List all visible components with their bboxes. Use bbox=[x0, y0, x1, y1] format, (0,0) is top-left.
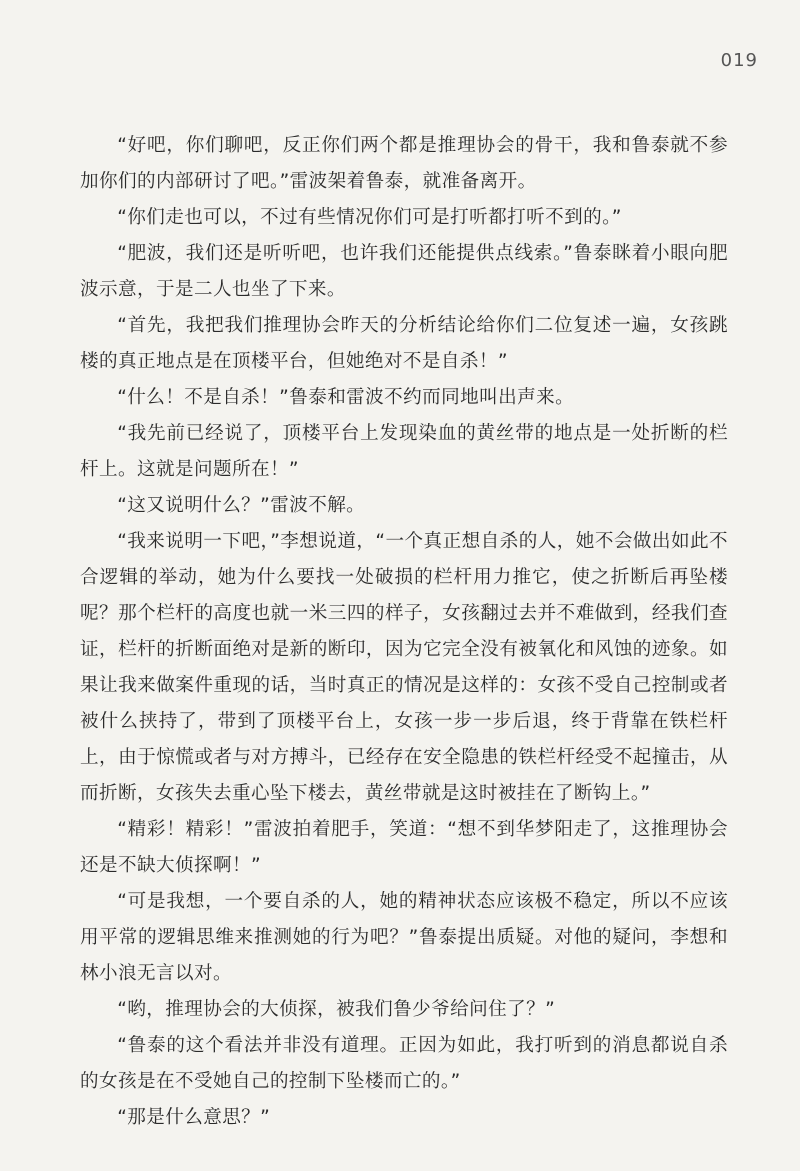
paragraph: “精彩！精彩！”雷波拍着肥手，笑道：“想不到华梦阳走了，这推理协会还是不缺大侦探啊！” bbox=[80, 819, 728, 876]
paragraph: “这又说明什么？”雷波不解。 bbox=[117, 495, 366, 516]
page-number: 019 bbox=[720, 50, 758, 71]
paragraph: “我来说明一下吧，”李想说道，“一个真正想自杀的人，她不会做出如此不合逻辑的举动，她为什么要找一处破损的栏杆用力推它，使之折断后再坠楼呢？那个栏杆的高度也就一米三四的样子，女孩翻过去并不难做到，经我们查证，栏杆的折断面绝对是新的断印，因为它完全没有被氧化和风蚀的迹象。如果让我来做案件重现的话，当时真正的情况是这样的：女孩不受自己控制或者被什么挟持了，带到了顶楼平台上，女孩一步一步后退，终于背靠在铁栏杆上，由于惊慌或者与对方搏斗，已经存在安全隐患的铁栏杆经受不起撞击，从而折断，女孩失去重心坠下楼去，黄丝带就是这时被挂在了断钩上。” bbox=[80, 531, 728, 804]
paragraph: “那是什么意思？” bbox=[117, 1107, 271, 1128]
paragraph: “肥波，我们还是听听吧，也许我们还能提供点线索。”鲁泰眯着小眼向肥波示意，于是二人也坐了下来。 bbox=[80, 243, 728, 300]
paragraph: “可是我想，一个要自杀的人，她的精神状态应该极不稳定，所以不应该用平常的逻辑思维来推测她的行为吧？”鲁泰提出质疑。对他的疑问，李想和林小浪无言以对。 bbox=[80, 891, 728, 984]
paragraph: “首先，我把我们推理协会昨天的分析结论给你们二位复述一遍，女孩跳楼的真正地点是在顶楼平台，但她绝对不是自杀！” bbox=[80, 315, 728, 372]
paragraph: “你们走也可以，不过有些情况你们可是打听都打听不到的。” bbox=[117, 207, 622, 228]
text-body bbox=[80, 128, 728, 1136]
paragraph: “鲁泰的这个看法并非没有道理。正因为如此，我打听到的消息都说自杀的女孩是在不受她自己的控制下坠楼而亡的。” bbox=[80, 1035, 728, 1092]
paragraph: “好吧，你们聊吧，反正你们两个都是推理协会的骨干，我和鲁泰就不参加你们的内部研讨了吧。”雷波架着鲁泰，就准备离开。 bbox=[80, 135, 728, 192]
paragraph: “哟，推理协会的大侦探，被我们鲁少爷给问住了？” bbox=[117, 999, 556, 1020]
paragraph: “什么！不是自杀！”鲁泰和雷波不约而同地叫出声来。 bbox=[117, 387, 575, 408]
paragraph: “我先前已经说了，顶楼平台上发现染血的黄丝带的地点是一处折断的栏杆上。这就是问题所在！” bbox=[80, 423, 728, 480]
